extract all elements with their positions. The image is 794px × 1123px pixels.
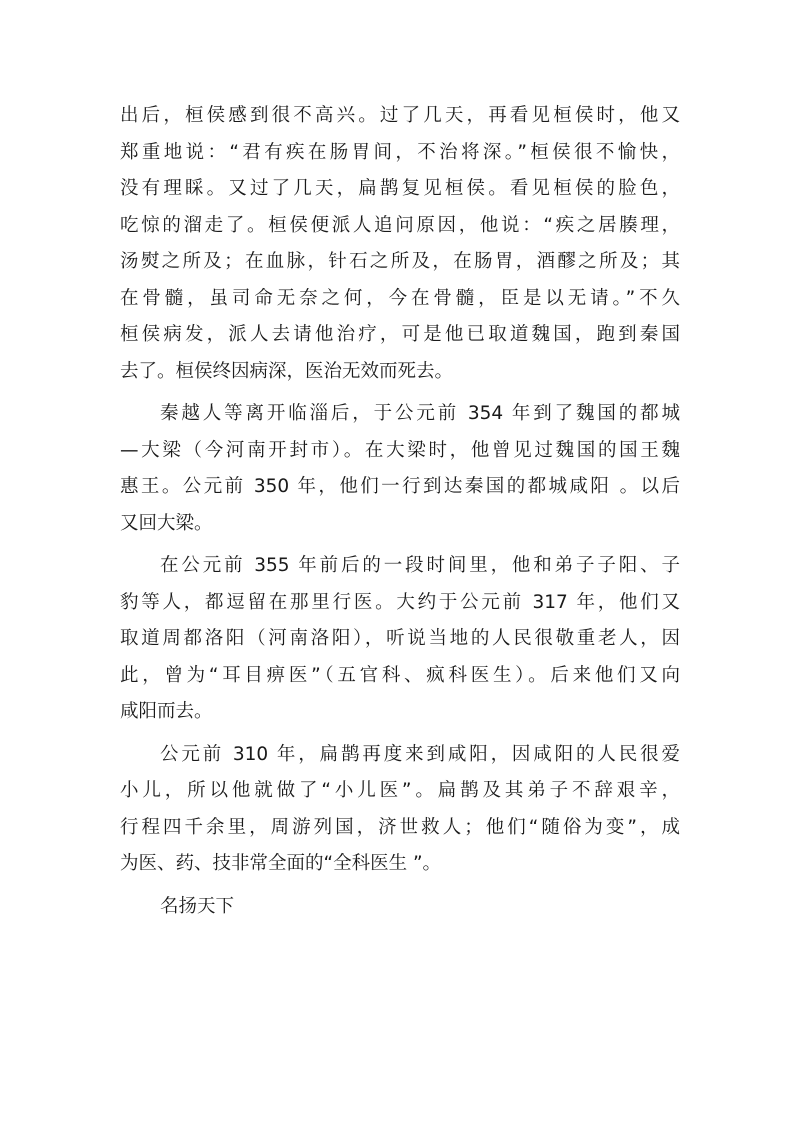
- text-line: 去了。桓侯终因病深，医治无效而死去。: [120, 360, 454, 382]
- text-line: 豹等人，都逗留在那里行医。大约于公元前 317 年，他们又: [120, 591, 680, 613]
- paragraph-4: [120, 737, 680, 883]
- paragraph-3: [120, 548, 680, 731]
- text-line: 秦越人等离开临淄后，于公元前 354 年到了魏国的都城: [160, 403, 680, 424]
- text-line: 汤熨之所及；在血脉，针石之所及，在肠胃，酒醪之所及；其: [120, 251, 680, 272]
- text-line: 没有理睬。又过了几天，扁鹊复见桓侯。看见桓侯的脸色，: [120, 178, 680, 199]
- document-body: [120, 98, 680, 925]
- text-line: 吃惊的溜走了。桓侯便派人追问原因，他说：“疾之居腠理，: [120, 214, 680, 236]
- paragraph-1: [120, 98, 680, 390]
- text-line: 行程四千余里，周游列国，济世救人；他们“随俗为变”，成: [120, 816, 680, 838]
- text-line: 在公元前 355 年前后的一段时间里，他和弟子子阳、子: [160, 555, 680, 576]
- paragraph-2: [120, 396, 680, 542]
- text-line: 桓侯病发，派人去请他治疗，可是他已取道魏国，跑到秦国: [120, 324, 680, 345]
- text-line: 出后，桓侯感到很不高兴。过了几天，再看见桓侯时，他又: [120, 105, 680, 126]
- text-line: 咸阳而去。: [120, 701, 213, 722]
- text-line: 公元前 310 年，扁鹊再度来到咸阳，因咸阳的人民很爱: [160, 743, 680, 765]
- text-line: 小儿，所以他就做了“小儿医”。扁鹊及其弟子不辞艰辛，: [120, 780, 680, 801]
- heading-text: 名扬天下: [160, 895, 235, 917]
- text-line: —大梁（今河南开封市）。在大梁时，他曾见过魏国的国王魏: [120, 439, 680, 461]
- text-line: 郑重地说：“君有疾在肠胃间，不治将深。”桓侯很不愉快，: [120, 141, 680, 163]
- text-line: 又回大梁。: [120, 512, 213, 534]
- text-line: 惠王。公元前 350 年，他们一行到达秦国的都城咸阳 。以后: [120, 476, 680, 497]
- text-line: 取道周都洛阳（河南洛阳），听说当地的人民很敬重老人，因: [120, 628, 680, 649]
- text-line: 此，曾为“耳目痹医”（五官科、疯科医生）。后来他们又向: [120, 664, 680, 686]
- text-line: 为医、药、技非常全面的“全科医生 ”。: [120, 853, 442, 874]
- section-heading: [120, 889, 680, 926]
- text-line: 在骨髓，虽司命无奈之何，今在骨髓，臣是以无请。”不久: [120, 287, 680, 309]
